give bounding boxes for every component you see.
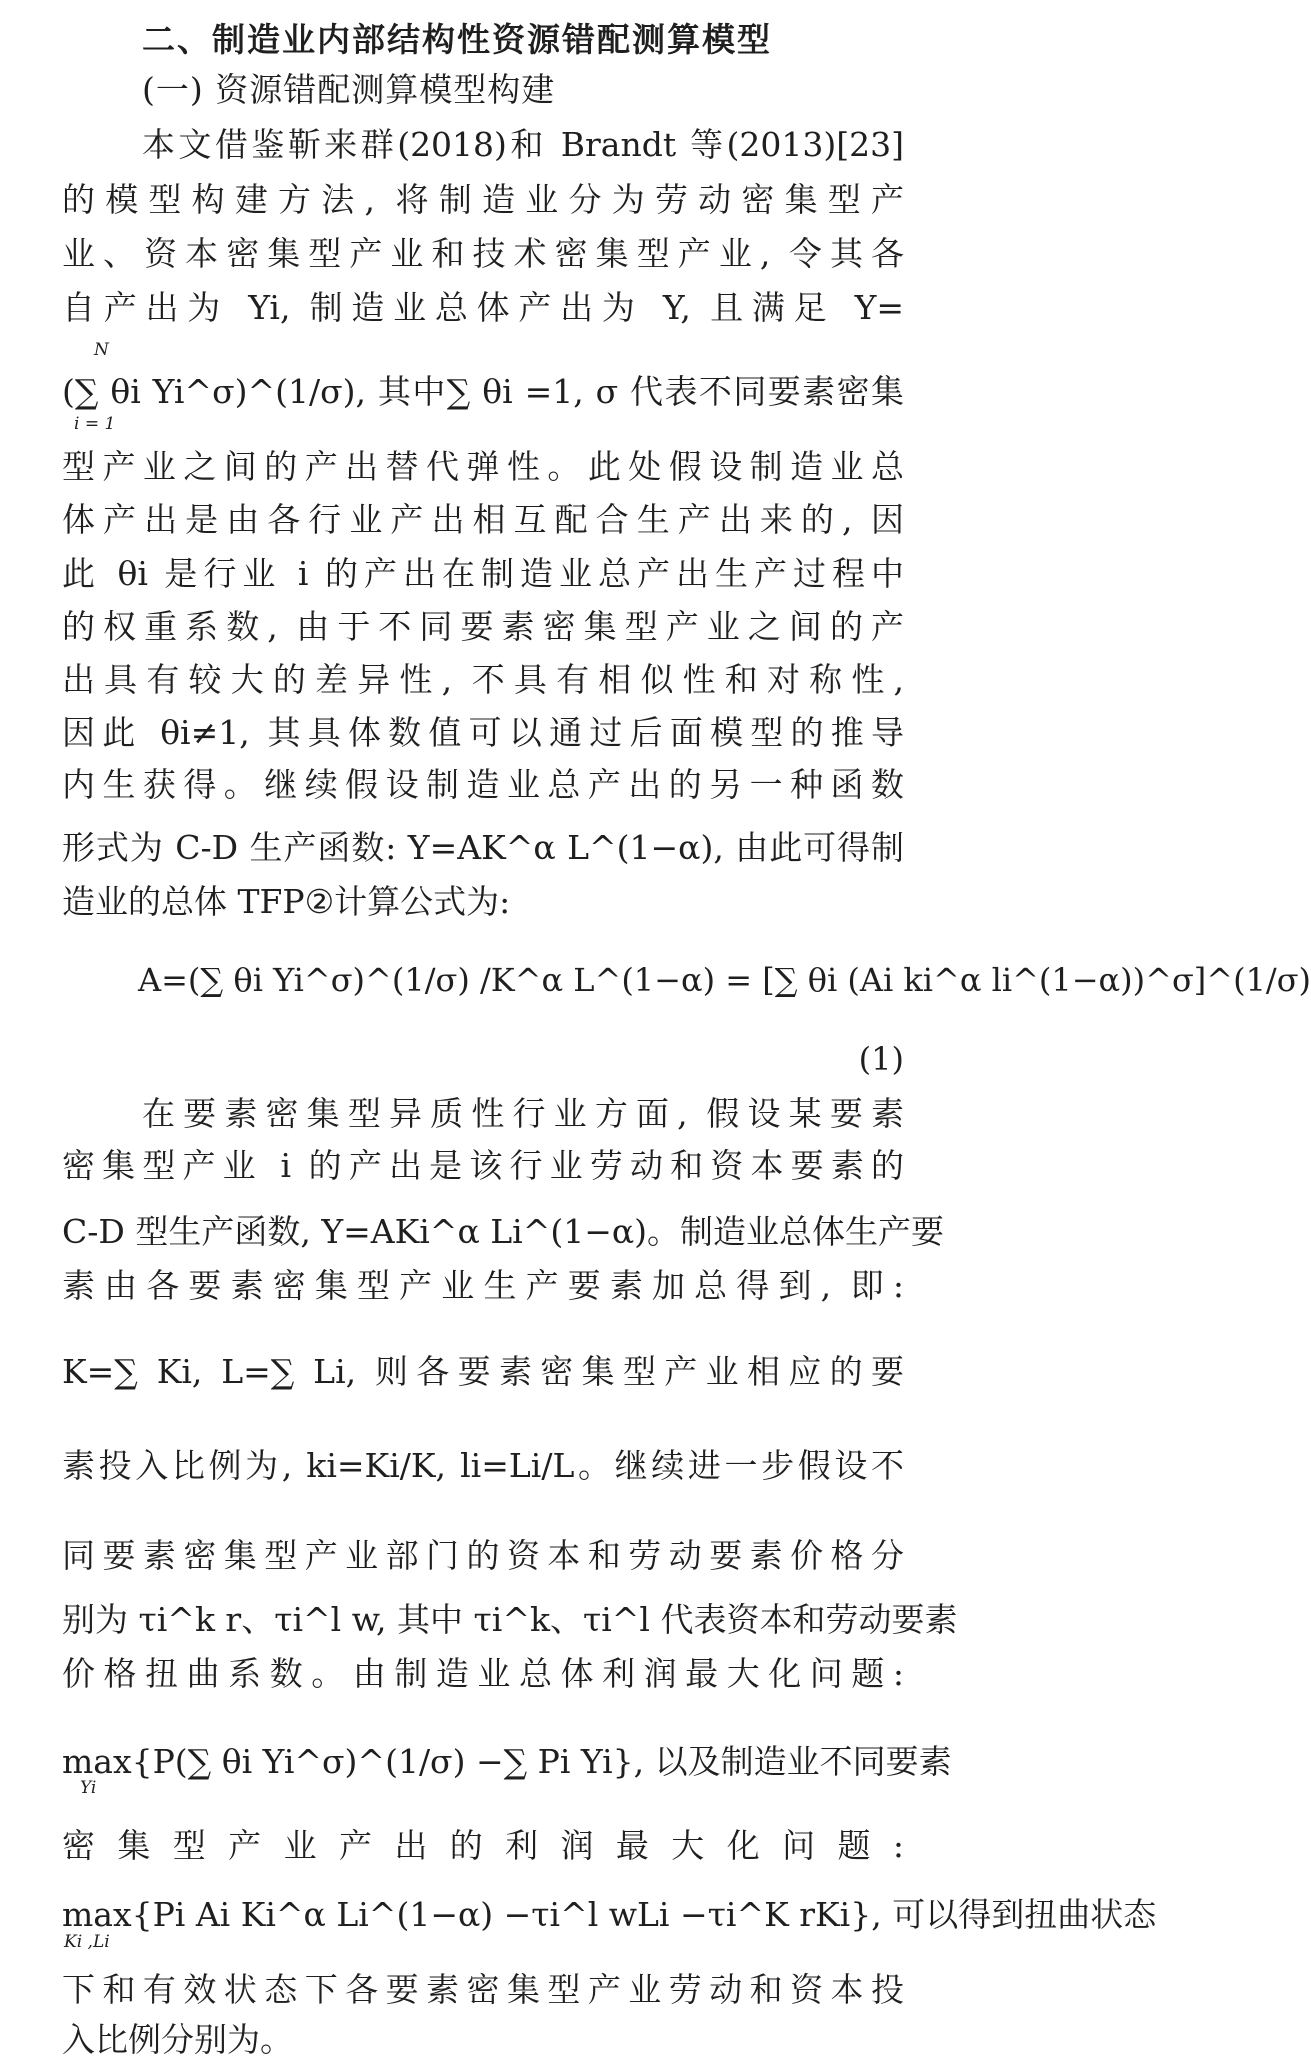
paragraph-line: 本文借鉴靳来群(2018)和 Brandt 等(2013)[23] — [142, 125, 904, 164]
paragraph-line: 同要素密集型产业部门的资本和劳动要素价格分 — [62, 1536, 904, 1575]
max-subscript-label: Yi — [80, 1778, 97, 1798]
paragraph-line: 型产业之间的产出替代弹性。此处假设制造业总 — [62, 447, 904, 486]
paragraph-line: 因此 θi≠1, 其具体数值可以通过后面模型的推导 — [62, 713, 904, 752]
paragraph-line: 素由各要素密集型产业生产要素加总得到, 即: — [62, 1266, 904, 1305]
paragraph-line: 入比例分别为。 — [62, 2020, 293, 2059]
paragraph-line: 密集型产业 i 的产出是该行业劳动和资本要素的 — [62, 1146, 904, 1185]
paragraph-line: C-D 型生产函数, Y=AKi^α Li^(1−α)。制造业总体生产要 — [62, 1212, 945, 1251]
paragraph-line: 此 θi 是行业 i 的产出在制造业总产出生产过程中 — [62, 554, 904, 593]
paragraph-line: 下和有效状态下各要素密集型产业劳动和资本投 — [62, 1970, 904, 2009]
paragraph-line: 的权重系数, 由于不同要素密集型产业之间的产 — [62, 607, 904, 646]
paragraph-line: 业、资本密集型产业和技术密集型产业, 令其各 — [62, 234, 904, 273]
max-subscript-label-2: Ki ,Li — [64, 1932, 110, 1952]
paragraph-line: 出具有较大的差异性, 不具有相似性和对称性, — [62, 660, 904, 699]
section-title: 二、制造业内部结构性资源错配测算模型 — [142, 20, 772, 59]
equation-1: A=(∑ θi Yi^σ)^(1/σ) /K^α L^(1−α) = [∑ θi (Ai ki^α li^(1−α))^σ]^(1/σ) — [138, 961, 1311, 999]
subsection-title: (一) 资源错配测算模型构建 — [142, 70, 556, 109]
sum-lower-label: i = 1 — [74, 414, 116, 434]
paragraph-line: K=∑ Ki, L=∑ Li, 则各要素密集型产业相应的要 — [62, 1352, 904, 1391]
paragraph-line: 体产出是由各行业产出相互配合生产出来的, 因 — [62, 500, 904, 539]
paragraph-line: 别为 τi^k r、τi^l w, 其中 τi^k、τi^l 代表资本和劳动要素 — [62, 1600, 958, 1639]
paragraph-line: 在要素密集型异质性行业方面, 假设某要素 — [142, 1094, 904, 1133]
paragraph-line: 密集型产业产出的利润最大化问题: — [62, 1826, 904, 1865]
paragraph-line: 形式为 C-D 生产函数: Y=AK^α L^(1−α), 由此可得制 — [62, 828, 904, 867]
equation-number: (1) — [858, 1040, 904, 1078]
paragraph-line: max{P(∑ θi Yi^σ)^(1/σ) −∑ Pi Yi}, 以及制造业不同要素 — [62, 1742, 952, 1781]
paragraph-line: 的模型构建方法, 将制造业分为劳动密集型产 — [62, 180, 904, 219]
paragraph-line: 自产出为 Yi, 制造业总体产出为 Y, 且满足 Y= — [62, 288, 904, 327]
paragraph-line: 内生获得。继续假设制造业总产出的另一种函数 — [62, 765, 904, 804]
sum-upper-label: N — [94, 340, 109, 360]
paragraph-line: (∑ θi Yi^σ)^(1/σ), 其中∑ θi =1, σ 代表不同要素密集 — [62, 372, 904, 411]
paragraph-line: 素投入比例为, ki=Ki/K, li=Li/L。继续进一步假设不 — [62, 1446, 904, 1485]
paragraph-line: max{Pi Ai Ki^α Li^(1−α) −τi^l wLi −τi^K rKi}, 可以得到扭曲状态 — [62, 1895, 1157, 1934]
paragraph-line: 造业的总体 TFP②计算公式为: — [62, 882, 511, 921]
paragraph-line: 价格扭曲系数。由制造业总体利润最大化问题: — [62, 1654, 904, 1693]
